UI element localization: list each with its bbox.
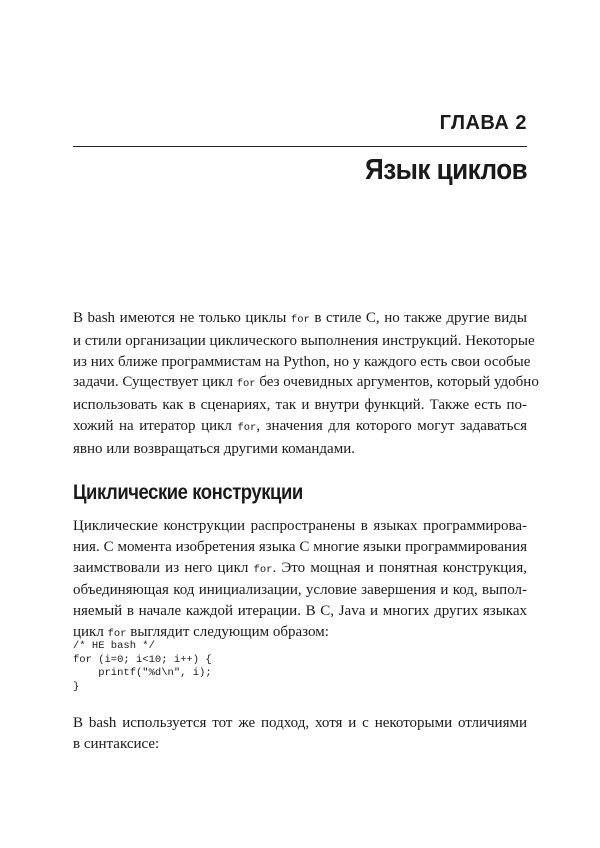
paragraph-line: Циклические конструкции распространены в языках программирова- xyxy=(73,518,527,534)
paragraph-line: цикл for выглядит следующим образом: xyxy=(73,623,329,640)
inline-code: for xyxy=(253,563,273,576)
closing-paragraph xyxy=(73,713,527,755)
paragraph-line: явно или возвращаться другими командами. xyxy=(73,440,355,457)
paragraph-line: заимствовали из него цикл for. Это мощная и понятная конструкция, xyxy=(73,559,527,576)
paragraph-line: В bash имеются не только циклы for в стиле C, но также другие виды xyxy=(73,310,527,326)
inline-code: for xyxy=(107,627,127,640)
code-line: for (i=0; i<10; i++) { xyxy=(73,653,212,666)
code-line: } xyxy=(73,680,80,693)
paragraph-line: В bash используется тот же подход, хотя и с некоторыми отличиями xyxy=(73,715,527,731)
paragraph-line: из них ближе программистам на Python, но у каждого есть свои особые xyxy=(73,353,531,370)
paragraph-line: ния. С момента изобретения языка C многие языки программирования xyxy=(73,538,527,555)
paragraph-line: хожий на итератор цикл for, значения для которого могут задаваться xyxy=(73,417,528,434)
code-block xyxy=(73,640,212,694)
chapter-label: ГЛАВА 2 xyxy=(439,112,527,134)
section-paragraph xyxy=(73,516,527,645)
paragraph-line: няемый в начале каждой итерации. В C, Java и многих других языках xyxy=(73,603,527,620)
section-heading: Циклические конструкции xyxy=(73,481,303,504)
chapter-rule xyxy=(73,146,527,147)
inline-code: for xyxy=(236,378,256,391)
paragraph-line: и стили организации циклического выполнения инструкций. Некоторые xyxy=(73,332,535,349)
code-line: /* НЕ bash */ xyxy=(73,640,155,652)
inline-code: for xyxy=(290,314,310,326)
inline-code: for xyxy=(237,421,257,434)
paragraph-line: использовать как в сценариях, так и внутри функций. Также есть по- xyxy=(73,397,527,414)
paragraph-line: объединяющая код инициализации, условие завершения и код, выпол- xyxy=(73,582,527,599)
intro-paragraph xyxy=(73,308,539,460)
code-line: printf("%d\n", i); xyxy=(73,667,212,680)
chapter-title: Язык циклов xyxy=(364,154,527,186)
paragraph-line: задачи. Существует цикл for без очевидных аргументов, который удобно xyxy=(73,374,539,391)
paragraph-line: в синтаксисе: xyxy=(73,735,160,752)
